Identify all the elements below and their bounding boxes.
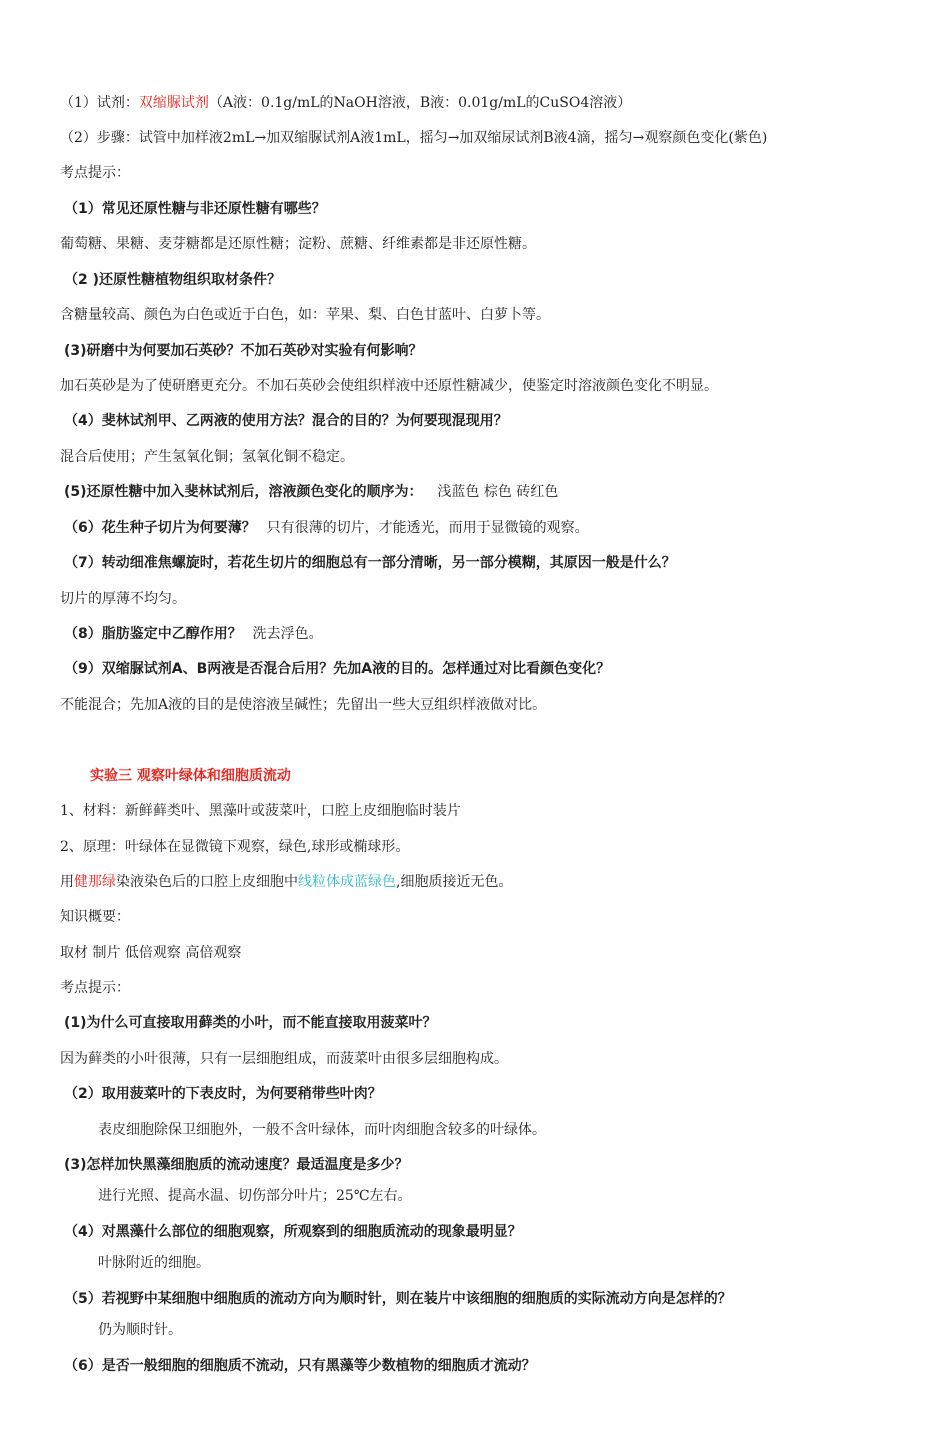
knowledge-label: 知识概要： bbox=[60, 909, 130, 925]
janus-green-highlight: 健那绿 bbox=[74, 874, 116, 890]
exp3-answer-4: 叶脉附近的细胞。 bbox=[98, 1255, 210, 1271]
answer-9: 不能混合；先加A液的目的是使溶液呈碱性；先留出一些大豆组织样液做对比。 bbox=[60, 697, 547, 713]
exp3-question-2: （2）取用菠菜叶的下表皮时，为何要稍带些叶肉？ bbox=[64, 1086, 382, 1102]
exp3-question-3: (3)怎样加快黑藻细胞质的流动速度？最适温度是多少？ bbox=[64, 1157, 409, 1173]
answer-5: 浅蓝色 棕色 砖红色 bbox=[437, 484, 559, 500]
mitochondria-highlight: 线粒体成蓝绿色 bbox=[298, 874, 396, 890]
exp3-answer-1: 因为藓类的小叶很薄，只有一层细胞组成，而菠菜叶由很多层细胞构成。 bbox=[60, 1051, 508, 1067]
exp3-answer-5: 仍为顺时针。 bbox=[98, 1322, 182, 1338]
question-7: （7）转动细准焦螺旋时，若花生切片的细胞总有一部分清晰，另一部分模糊，其原因一般是什么？ bbox=[64, 555, 676, 571]
steps-line: （2）步骤：试管中加样液2mL→加双缩脲试剂A液1mL，摇匀→加双缩尿试剂B液4滴，摇匀→观察颜色变化(紫色) bbox=[60, 130, 768, 146]
stain-line bbox=[60, 872, 512, 892]
question-2: （2 )还原性糖植物组织取材条件？ bbox=[64, 272, 282, 288]
reagent-prefix: （1）试剂： bbox=[60, 95, 139, 111]
question-5-text: (5)还原性糖中加入斐林试剂后，溶液颜色变化的顺序为： bbox=[64, 484, 423, 500]
principle-line: 2、原理：叶绿体在显微镜下观察，绿色,球形或椭球形。 bbox=[60, 839, 410, 855]
stain-line-p1: 用 bbox=[60, 874, 74, 890]
question-8-text: （8）脂肪鉴定中乙醇作用？ bbox=[64, 626, 242, 642]
reagent-detail: （A液：0.1g/mL的NaOH溶液，B液：0.01g/mL的CuSO4溶液） bbox=[208, 95, 632, 111]
exp3-question-6: （6）是否一般细胞的细胞质不流动，只有黑藻等少数植物的细胞质才流动？ bbox=[64, 1358, 536, 1374]
materials-line: 1、材料：新鲜藓类叶、黑藻叶或菠菜叶，口腔上皮细胞临时装片 bbox=[60, 803, 461, 819]
biuret-reagent-highlight: 双缩脲试剂 bbox=[138, 95, 209, 111]
exp3-answer-3: 进行光照、提高水温、切伤部分叶片；25℃左右。 bbox=[98, 1188, 412, 1204]
exp3-question-4: （4）对黑藻什么部位的细胞观察，所观察到的细胞质流动的现象最明显？ bbox=[64, 1224, 522, 1240]
exp3-answer-2: 表皮细胞除保卫细胞外，一般不含叶绿体，而叶肉细胞含较多的叶绿体。 bbox=[98, 1122, 546, 1138]
hint-label: 考点提示： bbox=[60, 165, 130, 181]
answer-3: 加石英砂是为了使研磨更充分。不加石英砂会使组织样液中还原性糖减少，使鉴定时溶液颜色变化不明显。 bbox=[60, 378, 718, 394]
answer-6: 只有很薄的切片，才能透光，而用于显微镜的观察。 bbox=[266, 520, 589, 536]
stain-line-p3: ,细胞质接近无色。 bbox=[396, 874, 513, 890]
question-8 bbox=[64, 624, 323, 644]
stain-line-p2: 染液染色后的口腔上皮细胞中 bbox=[116, 874, 298, 890]
answer-7: 切片的厚薄不均匀。 bbox=[60, 591, 186, 607]
answer-2: 含糖量较高、颜色为白色或近于白色，如：苹果、梨、白色甘蓝叶、白萝卜等。 bbox=[60, 307, 550, 323]
question-5 bbox=[64, 482, 558, 502]
experiment-3-title: 实验三 观察叶绿体和细胞质流动 bbox=[90, 768, 291, 784]
question-9: （9）双缩脲试剂A、B两液是否混合后用？先加A液的目的。怎样通过对比看颜色变化？ bbox=[64, 661, 611, 677]
reagent-line bbox=[60, 93, 631, 113]
exp3-question-5: （5）若视野中某细胞中细胞质的流动方向为顺时针，则在装片中该细胞的细胞质的实际流动方向是怎样的？ bbox=[64, 1291, 732, 1307]
answer-8: 洗去浮色。 bbox=[252, 626, 323, 642]
question-1: （1）常见还原性糖与非还原性糖有哪些？ bbox=[64, 201, 326, 217]
question-6-text: （6）花生种子切片为何要薄？ bbox=[64, 520, 256, 536]
answer-4: 混合后使用；产生氢氧化铜；氢氧化铜不稳定。 bbox=[60, 449, 354, 465]
hint-label-2: 考点提示： bbox=[60, 980, 130, 996]
answer-1: 葡萄糖、果糖、麦芽糖都是还原性糖；淀粉、蔗糖、纤维素都是非还原性糖。 bbox=[60, 236, 536, 252]
exp3-question-1: (1)为什么可直接取用藓类的小叶，而不能直接取用菠菜叶？ bbox=[64, 1015, 437, 1031]
question-6 bbox=[64, 518, 589, 538]
knowledge-steps: 取材 制片 低倍观察 高倍观察 bbox=[60, 945, 242, 961]
question-4: （4）斐林试剂甲、乙两液的使用方法？混合的目的？为何要现混现用？ bbox=[64, 413, 508, 429]
question-3: (3)研磨中为何要加石英砂？不加石英砂对实验有何影响？ bbox=[64, 343, 423, 359]
